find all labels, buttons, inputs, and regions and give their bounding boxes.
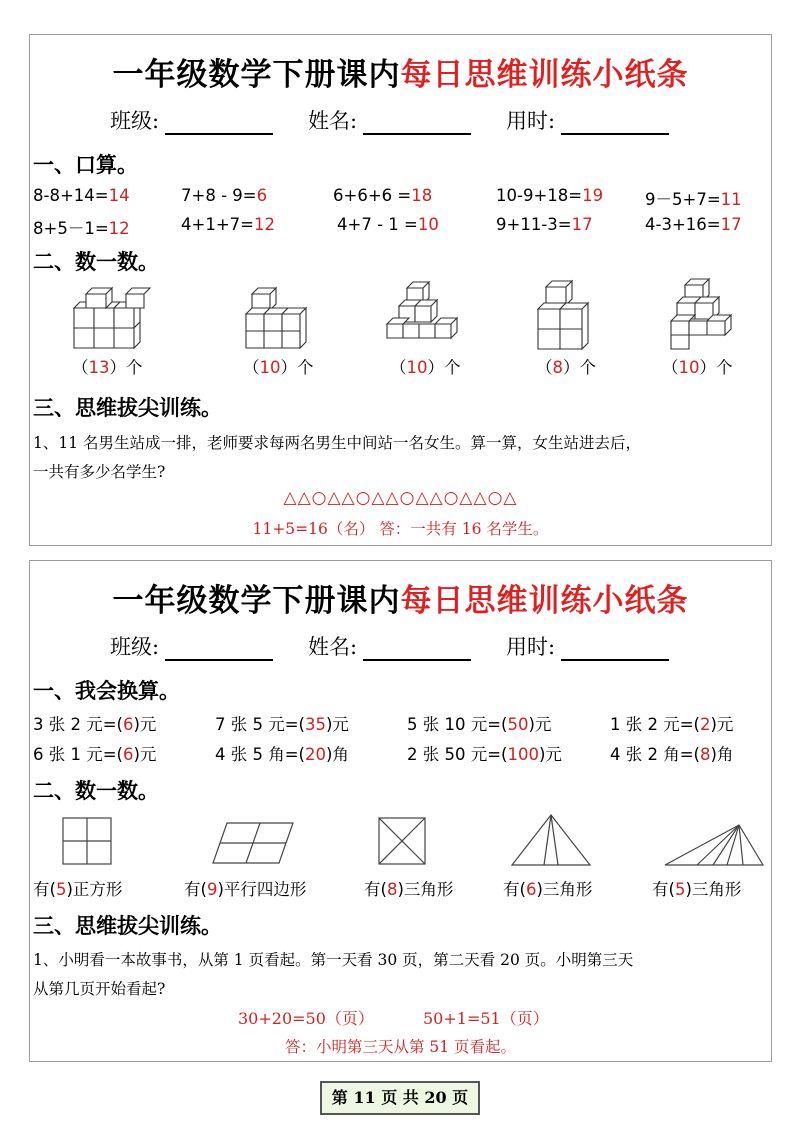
cube-stack-2 — [246, 288, 316, 348]
problem-line-1: 1、小明看一本故事书，从第 1 页看起。第一天看 30 页，第二天看 20 页。小明第三天 — [33, 951, 634, 969]
calc-item: 4+7 - 1 =10 — [337, 215, 439, 234]
worksheet-card-1 — [29, 34, 772, 546]
conversion-item: 1 张 2 元=(2)元 — [610, 715, 734, 734]
section-title-mental-math: 一、口算。 — [33, 152, 138, 177]
count-answer: （13）个 — [72, 358, 143, 377]
class-field — [110, 105, 273, 135]
count-answer: （10）个 — [243, 358, 314, 377]
conversion-item: 6 张 1 元=(6)元 — [33, 745, 157, 764]
solution-calc-1: 30+20=50（页） — [238, 1009, 374, 1028]
section-title-conversion: 一、我会换算。 — [33, 678, 180, 703]
section-title-count: 二、数一数。 — [33, 778, 159, 803]
title-black: 一年级数学下册课内 — [112, 57, 401, 93]
calc-item: 9+11-3=17 — [496, 215, 593, 234]
figure-count: 有(6)三角形 — [503, 880, 593, 899]
title-red: 每日思维训练小纸条 — [400, 583, 689, 619]
name-field — [308, 631, 471, 661]
class-field — [110, 631, 273, 661]
class-label: 班级: — [110, 635, 160, 659]
count-answer: （10）个 — [390, 358, 461, 377]
time-label: 用时: — [506, 109, 556, 133]
section-title-challenge: 三、思维拔尖训练。 — [33, 395, 222, 420]
conversion-item: 4 张 2 角=(8)角 — [610, 745, 734, 764]
class-blank[interactable] — [165, 639, 273, 661]
figure-count: 有(8)三角形 — [364, 880, 454, 899]
problem-line-2: 从第几页开始看起? — [33, 980, 166, 998]
calc-item: 8-8+14=14 — [33, 186, 130, 205]
calc-item: 4+1+7=12 — [181, 215, 275, 234]
card-title — [30, 575, 771, 620]
fan-triangle-figure — [665, 825, 763, 865]
calc-item: 10-9+18=19 — [496, 186, 604, 205]
crossed-square-figure — [379, 818, 425, 864]
time-label: 用时: — [506, 635, 556, 659]
conversion-item: 4 张 5 角=(20)角 — [215, 745, 349, 764]
calc-item: 8+5－1=12 — [33, 219, 130, 238]
solution: 答：小明第三天从第 51 页看起。 — [284, 1038, 517, 1056]
count-answer: （8）个 — [536, 358, 596, 377]
solution-calc-2: 50+1=51（页） — [423, 1009, 549, 1028]
figure-count: 有(9)平行四边形 — [184, 880, 307, 899]
conversion-item: 3 张 2 元=(6)元 — [33, 715, 157, 734]
problem-line-2: 一共有多少名学生? — [33, 463, 166, 481]
class-label: 班级: — [110, 109, 160, 133]
name-blank[interactable] — [363, 113, 471, 135]
conversion-item: 7 张 5 元=(35)元 — [215, 715, 349, 734]
name-blank[interactable] — [363, 639, 471, 661]
cube-stack-3 — [387, 282, 459, 348]
time-blank[interactable] — [561, 113, 669, 135]
time-field — [506, 105, 669, 135]
problem-line-1: 1、11 名男生站成一排，老师要求每两名男生中间站一名女生。算一算，女生站进去后， — [33, 434, 642, 452]
count-answer: （10）个 — [662, 358, 733, 377]
card-title — [30, 49, 771, 94]
time-field — [506, 631, 669, 661]
shape-sequence: △△○△△○△△○△△○△△○△ — [283, 488, 518, 508]
section-title-count: 二、数一数。 — [33, 249, 159, 274]
solution: 11+5=16（名） 答：一共有 16 名学生。 — [252, 520, 549, 538]
calc-item: 6+6+6 =18 — [333, 186, 433, 205]
calc-item: 4-3+16=17 — [645, 215, 742, 234]
page-indicator: 第 11 页 共 20 页 — [320, 1081, 480, 1115]
worksheet-card-2 — [29, 560, 772, 1062]
section-title-challenge: 三、思维拔尖训练。 — [33, 913, 222, 938]
calc-item: 9－5+7=11 — [645, 190, 742, 209]
cube-stack-5 — [671, 277, 733, 349]
class-blank[interactable] — [165, 113, 273, 135]
square-grid-figure — [63, 818, 111, 864]
parallelogram-figure — [213, 823, 293, 863]
name-label: 姓名: — [308, 109, 358, 133]
title-red: 每日思维训练小纸条 — [400, 57, 689, 93]
split-triangle-figure — [512, 815, 590, 865]
time-blank[interactable] — [561, 639, 669, 661]
figure-count: 有(5)三角形 — [652, 880, 742, 899]
cube-stack-1 — [74, 288, 154, 348]
title-black: 一年级数学下册课内 — [112, 583, 401, 619]
figure-count: 有(5)正方形 — [33, 880, 123, 899]
name-label: 姓名: — [308, 635, 358, 659]
cube-stack-4 — [538, 279, 594, 349]
calc-item: 7+8 - 9=6 — [181, 186, 268, 205]
conversion-item: 2 张 50 元=(100)元 — [407, 745, 562, 764]
conversion-item: 5 张 10 元=(50)元 — [407, 715, 552, 734]
name-field — [308, 105, 471, 135]
